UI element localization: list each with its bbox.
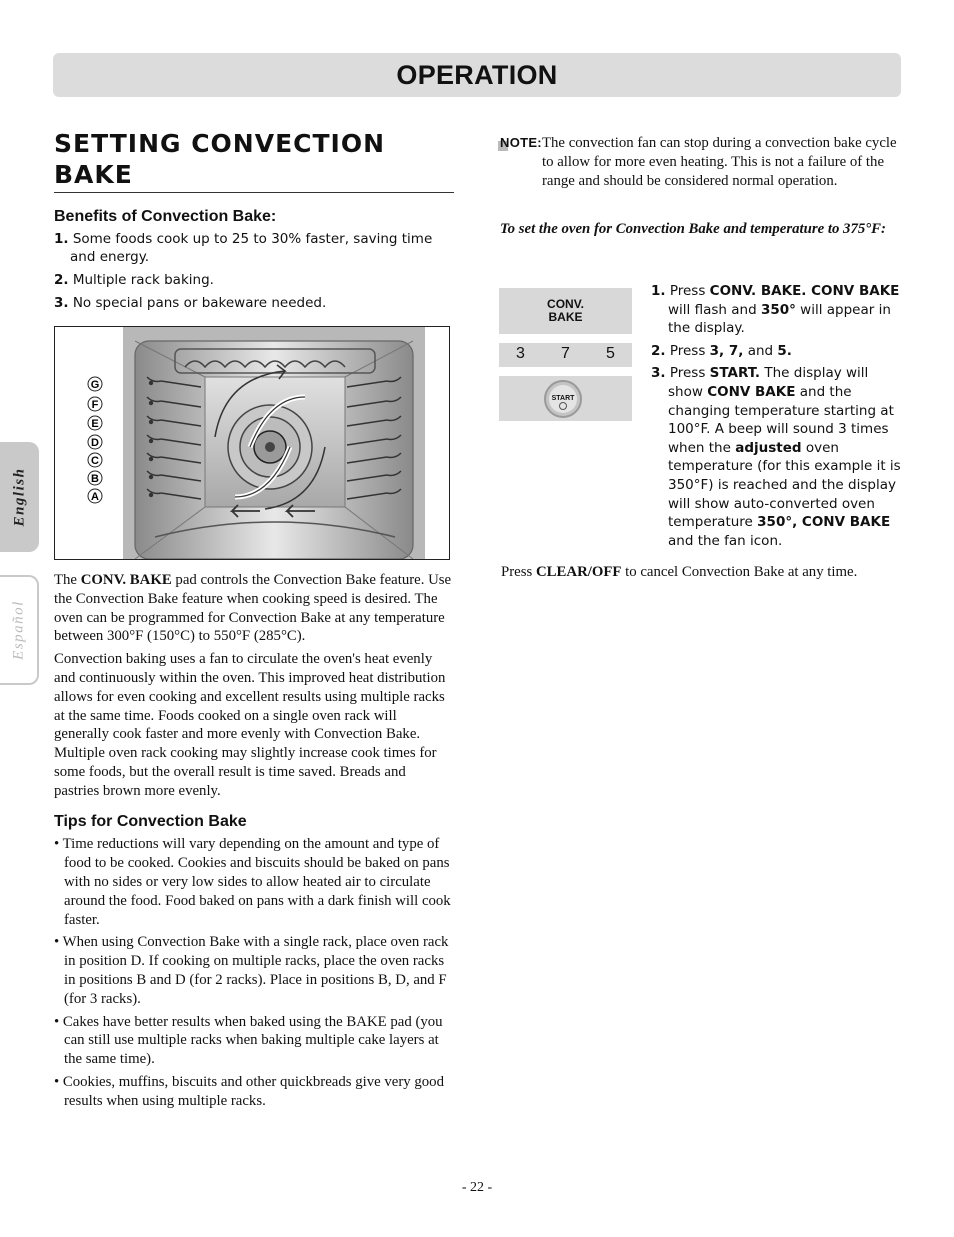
text-bold: 350°, CONV BAKE	[757, 514, 891, 531]
number-keys	[499, 343, 632, 367]
intro-paragraph-1	[54, 571, 454, 646]
rack-label-c: C	[91, 455, 99, 467]
left-column	[54, 128, 454, 317]
text-run: will flash and	[668, 301, 761, 318]
conv-bake-pad[interactable]	[499, 288, 632, 334]
pad-line: CONV.	[547, 297, 584, 311]
text-run: will appear in the display.	[668, 301, 891, 337]
tips-heading: Tips for Convection Bake	[54, 812, 247, 830]
rack-label-e: E	[91, 418, 99, 430]
text-bold: CONV BAKE	[707, 383, 796, 400]
item-number: 1.	[54, 230, 69, 247]
section-title: SETTING CONVECTION BAKE	[54, 128, 454, 193]
note-label	[500, 134, 542, 153]
text-run: and the fan icon.	[668, 532, 783, 549]
item-text: No special pans or bakeware needed.	[72, 294, 327, 311]
rack-labels	[81, 375, 111, 515]
text-run: Press	[669, 365, 710, 382]
item-number: 2.	[54, 271, 69, 288]
step-number: 2.	[651, 342, 666, 359]
rack-label-g: G	[90, 379, 100, 391]
list-item: • Time reductions will vary depending on the amount and type of food to be cooked. Cookies and biscuits should be baked on pans with no sides or very low sides to allow heated air to circulate around the food. Food baked on pans with a dark finish will cook faster.	[54, 836, 451, 928]
item-text: Multiple rack baking.	[72, 271, 214, 288]
start-label: START	[551, 395, 575, 402]
benefits-heading: Benefits of Convection Bake:	[54, 207, 277, 225]
page-number: - 22 -	[461, 1180, 493, 1195]
text-run: pad controls the Convection Bake feature. Use the Convection Bake feature when cooking speed is desired. The oven can be programmed for Convection Bake at any temperature between 300°F (150°C) to 550°F (285°C).	[54, 572, 452, 645]
step-1	[651, 282, 901, 338]
page-title: OPERATION	[396, 59, 558, 90]
list-item	[54, 230, 454, 266]
conv-bake-pad-label	[547, 298, 584, 324]
text-bold: CLEAR/OFF	[535, 564, 622, 580]
benefits-list	[54, 230, 454, 312]
intro-and-tips	[54, 571, 454, 1115]
start-pad	[499, 376, 632, 421]
list-item: • Cakes have better results when baked using the BAKE pad (you can still use multiple racks when baking multiple cake layers at the same time).	[54, 1013, 443, 1068]
text-run: Press	[501, 564, 536, 580]
list-item: • Cookies, muffins, biscuits and other quickbreads give very good results when using multiple racks.	[54, 1073, 444, 1109]
text-run: The display will show	[668, 365, 869, 400]
step-number: 1.	[651, 283, 666, 299]
note-label-text: NOTE:	[500, 135, 542, 150]
text-run: to cancel Convection Bake at any time.	[621, 564, 858, 580]
oven-diagram	[54, 326, 450, 560]
text-run: Press	[669, 283, 710, 299]
steps-list	[651, 282, 901, 554]
text-run: and	[743, 342, 778, 359]
start-button-face	[549, 385, 577, 413]
note	[500, 134, 900, 190]
text-bold: 5.	[777, 342, 792, 359]
cancel-instruction	[501, 564, 901, 581]
text-run: Press	[669, 342, 710, 359]
rack-label-a: A	[91, 491, 99, 503]
list-item	[54, 271, 454, 289]
rack-label-d: D	[91, 437, 99, 449]
rack-label-f: F	[91, 399, 99, 411]
text-bold: 3, 7,	[709, 342, 744, 359]
rack-label-b: B	[91, 473, 99, 485]
tab-english-label: English	[11, 467, 27, 527]
tab-espanol[interactable]	[0, 575, 39, 685]
text-bold: CONV. BAKE	[80, 572, 172, 588]
lock-icon	[559, 402, 567, 410]
header-bar	[53, 53, 901, 97]
list-item	[54, 294, 454, 312]
intro-paragraph-2: Convection baking uses a fan to circulate the oven's heat evenly and continuously within the oven. This improved heat distribution allows for even cooking and excellent results using multiple racks at the same time. Foods cooked on a single oven rack will generally cook faster and more evenly with Convection Bake. Multiple oven rack cooking may slightly increase cook times for some foods, but the overall result is time saved. Breads and pastries brown more evenly.	[54, 651, 446, 799]
tab-english[interactable]	[0, 442, 39, 552]
oven-illustration	[55, 327, 449, 559]
tab-espanol-label: Español	[10, 600, 26, 660]
tips-list	[54, 835, 454, 1110]
item-text: Some foods cook up to 25 to 30% faster, saving time and energy.	[70, 230, 433, 265]
right-column	[500, 134, 900, 239]
step-3	[651, 364, 901, 550]
text-bold: 350°	[760, 301, 796, 318]
text-bold: adjusted	[735, 439, 802, 456]
text-run: oven temperature (for this example it is 350°F) is reached and the display will show auto-converted oven temperature	[668, 439, 901, 531]
key-7[interactable]: 7	[561, 345, 570, 362]
text-run: The	[54, 572, 81, 588]
text-bold: CONV. BAKE. CONV BAKE	[709, 283, 900, 299]
step-number: 3.	[651, 365, 666, 382]
item-number: 3.	[54, 294, 69, 311]
list-item: • When using Convection Bake with a single rack, place oven rack in position D. If cooking on multiple racks, place the oven racks in positions B and D (for 2 racks). Place in positions B, D, and F (for 3 racks).	[54, 934, 449, 1007]
note-text: The convection fan can stop during a convection bake cycle to allow for more even heating. This is not a failure of the range and should be considered normal operation.	[542, 135, 897, 189]
step-2	[651, 342, 901, 361]
instructions-title: To set the oven for Convection Bake and temperature to 375°F:	[500, 221, 886, 238]
pad-line: BAKE	[548, 310, 583, 324]
text-run: and the changing temperature starting at 100°F. A beep will sound 3 times when the	[668, 383, 894, 456]
start-button[interactable]	[544, 380, 582, 418]
key-3[interactable]: 3	[516, 345, 525, 362]
key-5[interactable]: 5	[606, 345, 615, 362]
text-bold: START.	[709, 365, 761, 382]
